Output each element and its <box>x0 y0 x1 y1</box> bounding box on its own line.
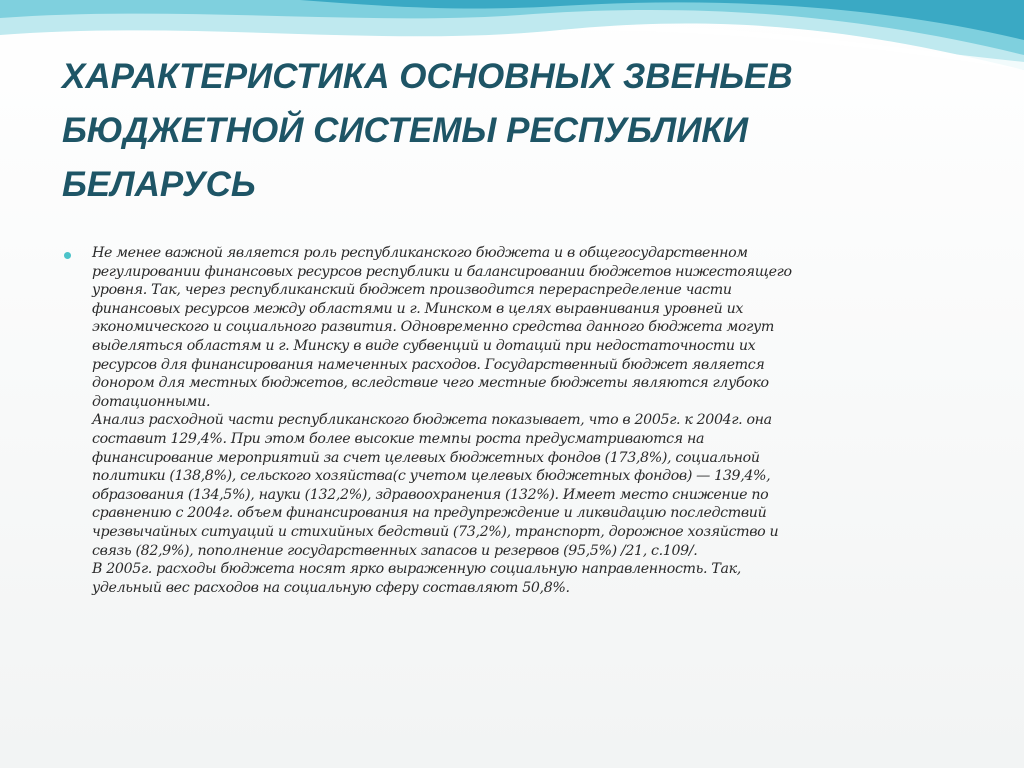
title-line: ХАРАКТЕРИСТИКА ОСНОВНЫХ ЗВЕНЬЕВ <box>62 57 793 96</box>
body-line: составит 129,4%. При этом более высокие темпы роста предусматриваются на <box>92 430 705 447</box>
body-line: образования (134,5%), науки (132,2%), здравоохранения (132%). Имеет место снижение по <box>92 486 769 503</box>
body-line: сравнению с 2004г. объем финансирования на предупреждение и ликвидацию последствий <box>92 505 767 522</box>
body-line: финансовых ресурсов между областями и г. Минском в целях выравнивания уровней их <box>92 300 744 317</box>
body-line: регулировании финансовых ресурсов республики и балансировании бюджетов нижестоящего <box>92 263 792 280</box>
body-line: уровня. Так, через республиканский бюджет производится перераспределение части <box>92 282 732 299</box>
body-line: чрезвычайных ситуаций и стихийных бедствий (73,2%), транспорт, дорожное хозяйство и <box>92 523 779 540</box>
bullet-icon <box>64 252 71 259</box>
body-text <box>92 244 792 597</box>
slide-title <box>62 50 962 212</box>
title-line: БЮДЖЕТНОЙ СИСТЕМЫ РЕСПУБЛИКИ <box>62 111 749 150</box>
body-line: Анализ расходной части республиканского бюджета показывает, что в 2005г. к 2004г. она <box>92 412 772 429</box>
body-line: выделяться областям и г. Минску в виде субвенций и дотаций при недостаточности их <box>92 337 756 354</box>
body-line: В 2005г. расходы бюджета носят ярко выраженную социальную направленность. Так, <box>92 561 741 578</box>
body-line: удельный вес расходов на социальную сферу составляют 50,8%. <box>92 579 570 596</box>
body-line: ресурсов для финансирования намеченных расходов. Государственный бюджет является <box>92 356 765 373</box>
body-line: связь (82,9%), пополнение государственных запасов и резервов (95,5%) /21, с.109/. <box>92 542 698 559</box>
body-line: финансирование мероприятий за счет целевых бюджетных фондов (173,8%), социальной <box>92 449 760 466</box>
body-line: экономического и социального развития. Одновременно средства данного бюджета могут <box>92 319 774 336</box>
body-line: дотационными. <box>92 393 211 410</box>
body-line: политики (138,8%), сельского хозяйства(с учетом целевых бюджетных фондов) — 139,4%, <box>92 468 771 485</box>
body-line: Не менее важной является роль республиканского бюджета и в общегосударственном <box>92 245 748 261</box>
title-line: БЕЛАРУСЬ <box>62 165 256 204</box>
body-line: донором для местных бюджетов, вследствие чего местные бюджеты являются глубоко <box>92 375 769 392</box>
